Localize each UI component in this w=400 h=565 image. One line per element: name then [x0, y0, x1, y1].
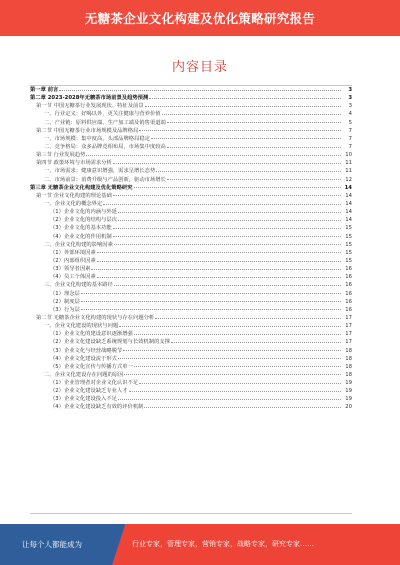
toc-leader-dots: [81, 301, 341, 302]
toc-entry-title: （3）企业文化建设投入不足: [50, 396, 117, 403]
toc-leader-dots: [134, 334, 341, 335]
toc-entry-title: （1）企业管理者对企业文化认识不足: [50, 380, 139, 387]
toc-entry-title: （3）企业文化的基本功能: [50, 225, 112, 232]
toc-entry[interactable]: [30, 265, 352, 273]
toc-entry-title: （3）企业文化与经营战略脱节: [50, 347, 123, 354]
toc-entry-title: （3）行为层: [50, 306, 80, 313]
toc-entry-page: 16: [345, 274, 352, 281]
toc-entry-title: （2）企业文化建设缺乏系统规划与长效机制的支撑: [50, 339, 170, 346]
toc-entry[interactable]: [30, 241, 352, 249]
toc-entry-page: 15: [345, 249, 352, 256]
footer-slogan-right: 行业专家，管理专家，营销专家，战略专家，研究专家……: [132, 540, 314, 548]
toc-entry-page: 10: [345, 152, 352, 159]
toc-entry-page: 15: [345, 225, 352, 232]
toc-entry-title: 二、企业文化构建的影响因素: [44, 241, 113, 248]
toc-entry-page: 11: [345, 160, 352, 167]
toc-entry-title: 二、市场前景：消费升级与产品创新，驱动市场增长: [44, 176, 166, 183]
toc-entry[interactable]: [30, 347, 352, 355]
toc-entry-title: 一、企业文化的概念界定: [44, 200, 103, 207]
toc-leader-dots: [118, 220, 341, 221]
toc-entry-page: 15: [345, 233, 352, 240]
footer-slogan-left: 让每个人都能成为: [22, 540, 82, 549]
toc-entry-page: 12: [345, 176, 352, 183]
toc-entry-title: 第二节 中国无糖茶行业市场规模及品牌格局: [36, 127, 139, 134]
toc-entry-page: 19: [345, 396, 352, 403]
toc-leader-dots: [114, 285, 341, 286]
toc-leader-dots: [118, 399, 341, 400]
toc-leader-dots: [113, 228, 341, 229]
toc-entry[interactable]: [30, 143, 352, 151]
toc-entry-page: 11: [345, 168, 352, 175]
toc-entry-title: 一、行业定义：好喝以外，更关注健康与营养价值: [44, 111, 161, 118]
toc-leader-dots: [97, 277, 341, 278]
toc-entry-page: 3: [348, 87, 352, 93]
toc-entry-title: 第一节 企业文化构建的理论基础: [36, 192, 112, 199]
toc-entry[interactable]: [30, 281, 352, 289]
toc-entry-page: 18: [345, 347, 352, 354]
toc-entry-page: 18: [345, 363, 352, 370]
toc-leader-dots: [114, 244, 341, 245]
toc-entry-page: 14: [345, 192, 352, 199]
toc-entry[interactable]: [30, 298, 352, 306]
toc-entry-title: （1）理念层: [50, 290, 80, 297]
toc-entry-title: （2）内部组织因素: [50, 257, 96, 264]
toc-entry-page: 17: [345, 331, 352, 338]
toc-bottom-rule: [30, 513, 352, 514]
toc-leader-dots: [113, 195, 341, 196]
toc-leader-dots: [59, 90, 341, 91]
toc-entry-title: （1）外部环境因素: [50, 249, 96, 256]
toc-leader-dots: [113, 236, 341, 237]
toc-entry-page: 14: [345, 200, 352, 207]
toc-entry-title: （1）企业文化的建设意识逐渐增强: [50, 331, 133, 338]
header-bar: [0, 0, 400, 36]
toc-entry[interactable]: [30, 86, 352, 94]
toc-leader-dots: [149, 98, 341, 99]
toc-leader-dots: [162, 114, 341, 115]
toc-entry-page: 7: [348, 143, 352, 150]
toc-entry[interactable]: [30, 233, 352, 241]
toc-entry[interactable]: [30, 176, 352, 184]
toc-leader-dots: [145, 106, 341, 107]
toc-leader-dots: [97, 252, 341, 253]
toc-entry[interactable]: [30, 110, 352, 118]
toc-entry[interactable]: [30, 200, 352, 208]
toc-entry[interactable]: [30, 387, 352, 395]
toc-entry[interactable]: [30, 330, 352, 338]
toc-leader-dots: [167, 147, 341, 148]
toc-entry-title: 第四节 政策环境与市场需求分析: [36, 160, 112, 167]
toc-leader-dots: [144, 407, 341, 408]
toc-leader-dots: [167, 122, 341, 123]
toc-entry[interactable]: [30, 135, 352, 143]
toc-entry-page: 16: [345, 306, 352, 313]
toc-entry[interactable]: [30, 395, 352, 403]
toc-entry[interactable]: [30, 363, 352, 371]
toc-entry[interactable]: [30, 94, 352, 102]
toc-entry[interactable]: [30, 306, 352, 314]
toc-entry-page: 3: [348, 103, 352, 110]
toc-entry[interactable]: [30, 273, 352, 281]
toc-entry-page: 19: [345, 388, 352, 395]
toc-entry-title: 一、企业文化建设的现状与问题: [44, 323, 119, 330]
toc-entry-page: 16: [345, 290, 352, 297]
toc-entry[interactable]: [30, 249, 352, 257]
toc-entry-title: （2）制度层: [50, 298, 80, 305]
toc-entry-title: 二、企业文化建设存在问题的原因: [44, 371, 124, 378]
toc-entry[interactable]: [30, 184, 352, 192]
footer-banner: [0, 524, 400, 565]
toc-entry-page: 15: [345, 257, 352, 264]
table-of-contents: [30, 86, 352, 412]
toc-leader-dots: [81, 309, 341, 310]
toc-entry-page: 18: [345, 355, 352, 362]
toc-entry[interactable]: [30, 167, 352, 175]
toc-entry[interactable]: [30, 403, 352, 411]
toc-entry-title: 一、市场规模：集中度高，头部品牌格局稳定: [44, 135, 150, 142]
toc-leader-dots: [167, 179, 341, 180]
toc-leader-dots: [91, 269, 341, 270]
toc-entry-title: （3）领导者因素: [50, 266, 91, 273]
toc-leader-dots: [123, 350, 341, 351]
toc-entry-page: 19: [345, 380, 352, 387]
toc-entry-page: 5: [348, 119, 352, 126]
toc-leader-dots: [103, 204, 341, 205]
toc-entry-title: 三、企业文化构建的基本路径: [44, 282, 113, 289]
toc-entry-title: 第二章 2023-2028年无糖茶市场前景及趋势预测: [30, 95, 149, 102]
toc-entry-title: （5）企业文化宣传与传播方式单一: [50, 363, 133, 370]
toc-leader-dots: [171, 342, 341, 343]
toc-entry[interactable]: [30, 322, 352, 330]
toc-entry-title: （4）企业文化的作用机制: [50, 233, 112, 240]
toc-leader-dots: [129, 391, 341, 392]
toc-heading: 内容目录: [171, 60, 228, 75]
toc-entry-page: 15: [345, 241, 352, 248]
toc-entry-title: 第一章 前言: [30, 87, 59, 93]
toc-entry-title: 第二节 无糖茶企业文化构建的现状与存在问题分析: [36, 314, 155, 321]
toc-entry-page: 3: [348, 95, 352, 102]
toc-leader-dots: [124, 374, 341, 375]
toc-entry-page: 14: [345, 209, 352, 216]
toc-entry-title: （4）员工个体因素: [50, 274, 96, 281]
toc-entry[interactable]: [30, 208, 352, 216]
toc-entry[interactable]: [30, 290, 352, 298]
toc-entry-title: 二、产业链：原料供应端、生产加工端及销售渠道端: [44, 119, 166, 126]
toc-entry-title: 第一节 中国无糖茶行业发展现状、特征及前景: [36, 103, 144, 110]
toc-leader-dots: [118, 212, 341, 213]
toc-entry[interactable]: [30, 192, 352, 200]
toc-leader-dots: [113, 163, 341, 164]
toc-entry-page: 4: [348, 111, 352, 118]
toc-entry-page: 14: [344, 184, 352, 191]
toc-leader-dots: [155, 318, 341, 319]
report-title: 无糖茶企业文化构建及优化策略研究报告: [84, 11, 316, 26]
toc-entry-page: 20: [345, 404, 352, 411]
toc-entry-page: 16: [345, 282, 352, 289]
toc-entry[interactable]: [30, 355, 352, 363]
toc-leader-dots: [118, 358, 341, 359]
toc-entry-title: （1）企业文化的内涵与外延: [50, 209, 117, 216]
toc-entry[interactable]: [30, 151, 352, 159]
toc-entry-title: 二、竞争格局：众多品牌竞相布局，市场集中度较高: [44, 143, 166, 150]
toc-entry-page: 7: [348, 135, 352, 142]
toc-entry[interactable]: [30, 127, 352, 135]
toc-entry-page: 17: [345, 323, 352, 330]
toc-leader-dots: [139, 383, 341, 384]
toc-entry[interactable]: [30, 216, 352, 224]
toc-entry[interactable]: [30, 119, 352, 127]
toc-entry[interactable]: [30, 224, 352, 232]
toc-entry-title: （4）企业文化建设流于形式: [50, 355, 117, 362]
toc-entry-title: （2）企业文化建设缺乏专业人才: [50, 388, 128, 395]
toc-leader-dots: [119, 326, 341, 327]
toc-leader-dots: [156, 171, 341, 172]
toc-entry-page: 18: [345, 371, 352, 378]
toc-entry[interactable]: [30, 379, 352, 387]
toc-entry-page: 7: [348, 127, 352, 134]
toc-entry[interactable]: [30, 371, 352, 379]
toc-entry-page: 16: [345, 298, 352, 305]
toc-leader-dots: [134, 187, 342, 188]
toc-leader-dots: [139, 130, 341, 131]
toc-entry[interactable]: [30, 257, 352, 265]
toc-leader-dots: [134, 366, 341, 367]
toc-entry-page: 17: [345, 339, 352, 346]
toc-entry-page: 14: [345, 217, 352, 224]
toc-entry[interactable]: [30, 159, 352, 167]
toc-leader-dots: [151, 138, 341, 139]
toc-entry-title: 第三章 无糖茶企业文化构建及优化策略研究: [30, 184, 133, 191]
toc-entry-page: 17: [345, 314, 352, 321]
toc-leader-dots: [97, 261, 341, 262]
toc-entry-title: （2）企业文化的结构与层次: [50, 217, 117, 224]
toc-entry-page: 16: [345, 266, 352, 273]
toc-entry[interactable]: [30, 338, 352, 346]
toc-entry[interactable]: [30, 314, 352, 322]
toc-entry[interactable]: [30, 102, 352, 110]
toc-entry-title: 第三节 行业发展趋势: [36, 152, 86, 159]
toc-entry-title: 一、市场需求：健康意识增强，需求呈增长态势: [44, 168, 156, 175]
toc-entry-title: （4）企业文化建设缺乏有效的评价机制: [50, 404, 144, 411]
toc-leader-dots: [86, 155, 341, 156]
toc-leader-dots: [81, 293, 341, 294]
